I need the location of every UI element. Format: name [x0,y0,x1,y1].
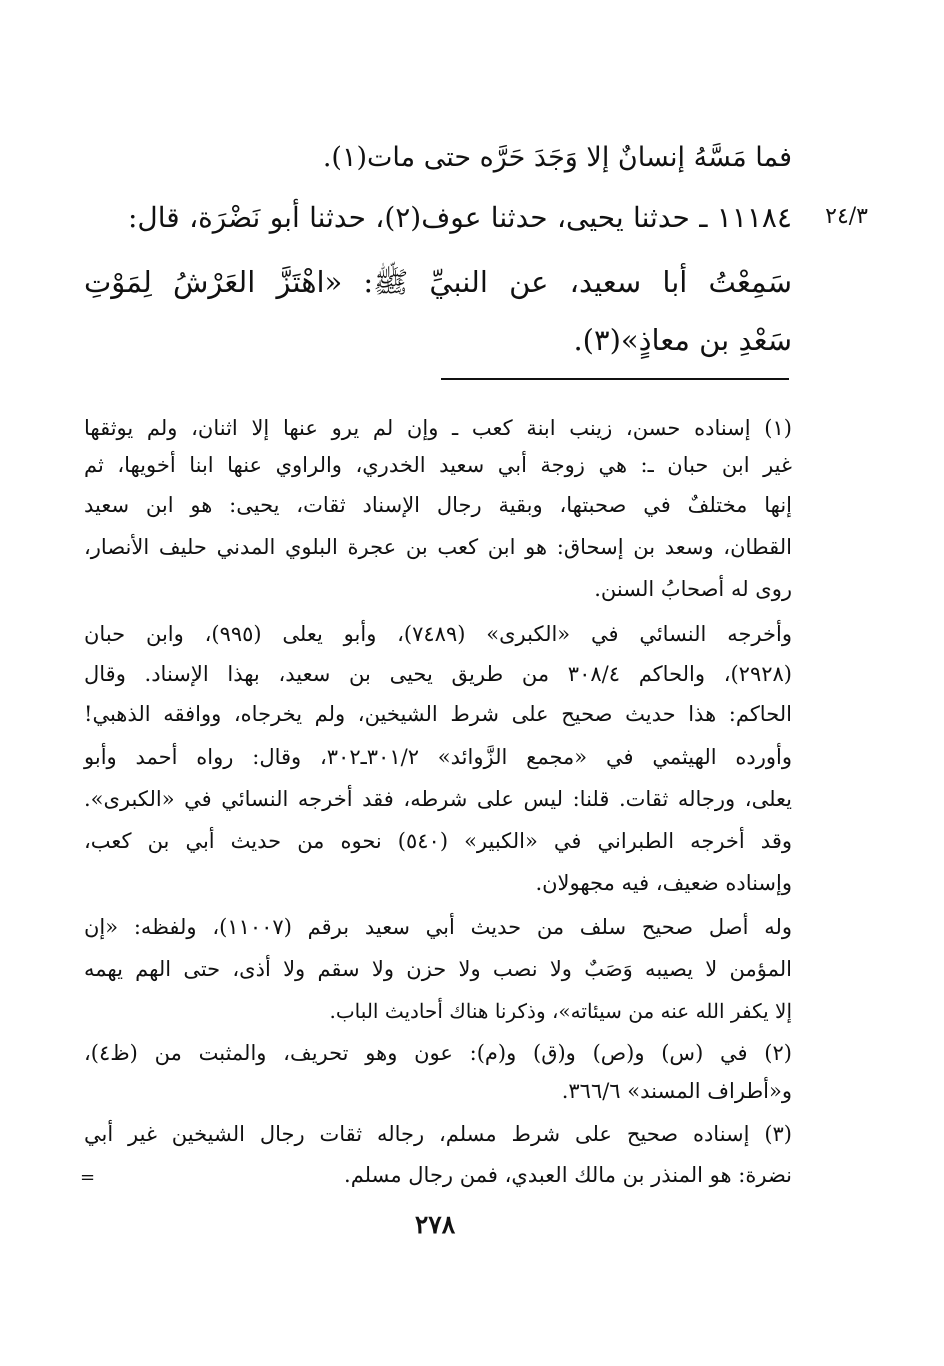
margin-reference: ٢٤/٣ [825,204,868,229]
footnote-line: وأخرجه النسائي في «الكبرى» (٧٤٨٩)، وأبو يعلى (٩٩٥)، وابن حبان [84,622,792,646]
footnote-line: (٢) في (س) و(ص) و(ق) و(م): عون وهو تحريف، والمثبت من (ظ٤)، [84,1041,792,1065]
main-text-line: سَمِعْتُ أبا سعيد، عن النبيِّ ﷺ: «اهْتَزَّ العَرْشُ لِمَوْتِ [84,265,792,299]
footnote-line: الحاكم: هذا حديث صحيح على شرط الشيخين، ولم يخرجاه، ووافقه الذهبي! [84,702,792,726]
footnote-line: القطان، وسعد بن إسحاق: هو ابن كعب بن عجرة البلوي المدني حليف الأنصار، [84,535,792,559]
page-number: ٢٧٨ [414,1210,456,1239]
footnote-line: نضرة: هو المنذر بن مالك العبدي، فمن رجال مسلم. [344,1163,792,1187]
footnote-line: و«أطراف المسند» ٣٦٦/٦. [561,1079,792,1103]
footnote-line: (١) إسناده حسن، زينب ابنة كعب ـ وإن لم يرو عنها إلا اثنان، ولم يوثقها [84,416,792,440]
main-text-line: فما مَسَّهُ إنسانٌ إلا وَجَدَ حَرَّه حتى مات(١). [322,142,792,173]
footnote-line: وله أصل صحيح سلف من حديث أبي سعيد برقم (١١٠٠٧)، ولفظه: «إن [84,915,792,939]
footnote-line: وإسناده ضعيف، فيه مجهولان. [535,871,792,895]
footnote-line: (٢٩٢٨)، والحاكم ٣٠٨/٤ من طريق يحيى بن سعيد، بهذا الإسناد. وقال [84,662,792,686]
footnote-line: روى له أصحابُ السنن. [594,577,792,601]
footnote-line: المؤمن لا يصيبه وَصَبٌ ولا نصب ولا حزن ولا سقم ولا أذى، حتى الهم يهمه [84,957,792,981]
continuation-mark: = [80,1167,96,1188]
footnote-line: غير ابن حبان ـ: هي زوجة أبي سعيد الخدري، والراوي عنها ابنا أخويها، ثم [84,453,793,477]
footnote-line: وأورده الهيثمي في «مجمع الزَّوائد» ٣٠١/٢ـ٣٠٢، وقال: رواه أحمد وأبو [84,745,792,769]
footnote-line: (٣) إسناده صحيح على شرط مسلم، رجاله ثقات رجال الشيخين غير أبي [84,1122,792,1146]
footnote-line: يعلى، ورجاله ثقات. قلنا: ليس على شرطه، فقد أخرجه النسائي في «الكبرى». [84,787,792,811]
main-text-line: ١١١٨٤ ـ حدثنا يحيى، حدثنا عوف(٢)، حدثنا أبو نَضْرَة، قال: [128,201,792,234]
footnote-line: إنها مختلفٌ في صحبتها، وبقية رجال الإسناد ثقات، يحيى: هو ابن سعيد [84,493,792,517]
main-text-line: سَعْدِ بن معاذٍ»(٣). [573,323,792,357]
footnote-separator [441,378,789,380]
footnote-line: وقد أخرجه الطبراني في «الكبير» (٥٤٠) نحوه من حديث أبي بن كعب، [84,829,792,853]
footnote-line: إلا يكفر الله عنه من سيئاته»، وذكرنا هناك أحاديث الباب. [329,999,792,1023]
